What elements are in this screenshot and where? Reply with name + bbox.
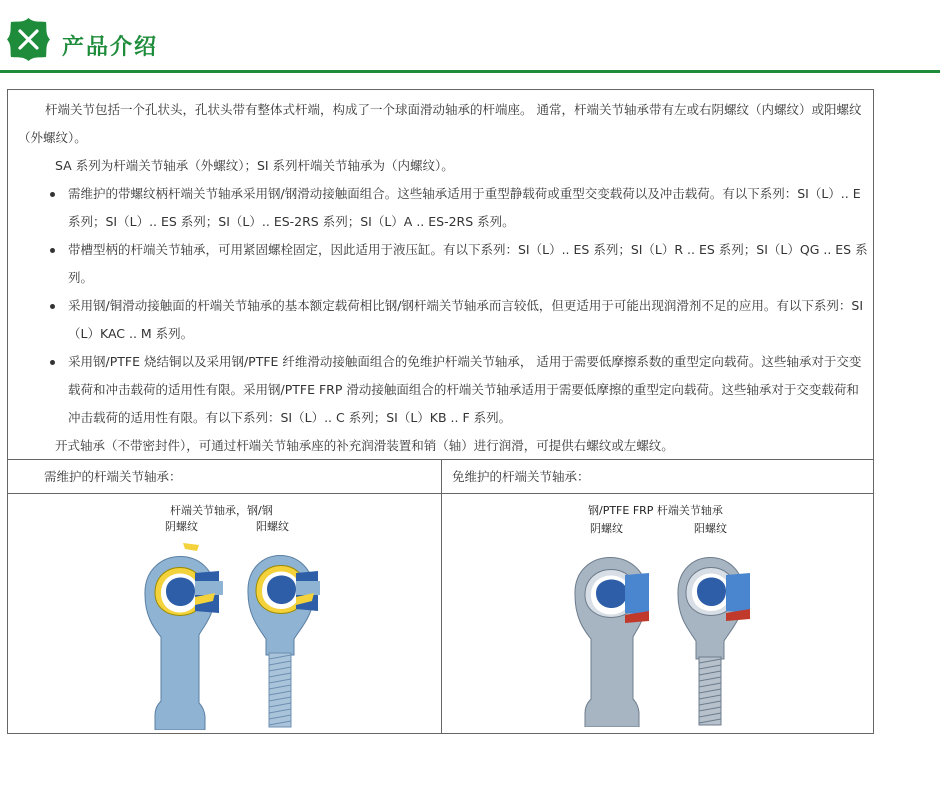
header-divider	[0, 70, 940, 73]
female-thread-label: 阴螺纹	[590, 522, 623, 535]
intro-text	[18, 96, 868, 460]
ptfe-male-rod-end-icon	[670, 537, 752, 727]
table-divider	[441, 459, 442, 734]
bullet-item: 需维护的带螺纹柄杆端关节轴承采用钢/钢滑动接触面组合。这些轴承适用于重型静载荷或重型交变载荷以及冲击载荷。有以下系列：SI（L）.. E 系列；SI（L）.. ES 系列；SI（L）.. ES-2RS 系列；SI（L）A .. ES-2RS 系列。	[18, 180, 868, 236]
male-rod-end-icon	[240, 535, 320, 730]
intro-paragraph: 杆端关节包括一个孔状头，孔状头带有整体式杆端，构成了一个球面滑动轴承的杆端座。 通常，杆端关节轴承带有左或右阴螺纹（内螺纹）或阳螺纹（外螺纹）。	[18, 102, 862, 145]
lubrication-paragraph: 开式轴承（不带密封件），可通过杆端关节轴承座的补充润滑装置和销（轴）进行润滑，可提供右螺纹或左螺纹。	[55, 438, 674, 453]
male-thread-label: 阳螺纹	[694, 522, 727, 535]
bullet-item: 采用钢/PTFE 烧结铜以及采用钢/PTFE 纤维滑动接触面组合的免维护杆端关节轴承， 适用于需要低摩擦系数的重型定向载荷。这些轴承对于交变载荷和冲击载荷的适用性有限。采用钢/PTFE FRP 滑动接触面组合的杆端关节轴承适用于需要低摩擦的重型定向载荷。这些轴承对于交变载荷和冲击载荷的适用性有限。有以下系列：SI（L）.. C 系列；SI（L）KB .. F 系列。	[18, 348, 868, 432]
male-thread-label: 阳螺纹	[256, 520, 289, 533]
bullet-item: 带槽型柄的杆端关节轴承，可用紧固螺栓固定，因此适用于液压缸。有以下系列：SI（L）.. ES 系列；SI（L）R .. ES 系列；SI（L）QG .. ES 系列。	[18, 236, 868, 292]
section-header	[0, 0, 940, 74]
ptfe-female-rod-end-icon	[563, 537, 663, 727]
x-badge-icon	[6, 17, 51, 62]
left-illustration-title: 杆端关节轴承，钢/钢	[170, 504, 273, 517]
maintenance-header: 需维护的杆端关节轴承：	[44, 469, 182, 484]
female-rod-end-icon	[133, 535, 228, 730]
maintenance-free-header: 免维护的杆端关节轴承：	[452, 469, 590, 484]
female-thread-label: 阴螺纹	[165, 520, 198, 533]
bullet-item: 采用钢/铜滑动接触面的杆端关节轴承的基本额定载荷相比钢/钢杆端关节轴承而言较低，但更适用于可能出现润滑剂不足的应用。有以下系列：SI（L）KAC .. M 系列。	[18, 292, 868, 348]
right-illustration-title: 钢/PTFE FRP 杆端关节轴承	[588, 504, 723, 517]
page-title: 产品介绍	[62, 35, 159, 60]
product-intro-box	[7, 89, 874, 734]
series-paragraph: SA 系列为杆端关节轴承（外螺纹）；SI 系列杆端关节轴承为（内螺纹）。	[55, 158, 454, 173]
